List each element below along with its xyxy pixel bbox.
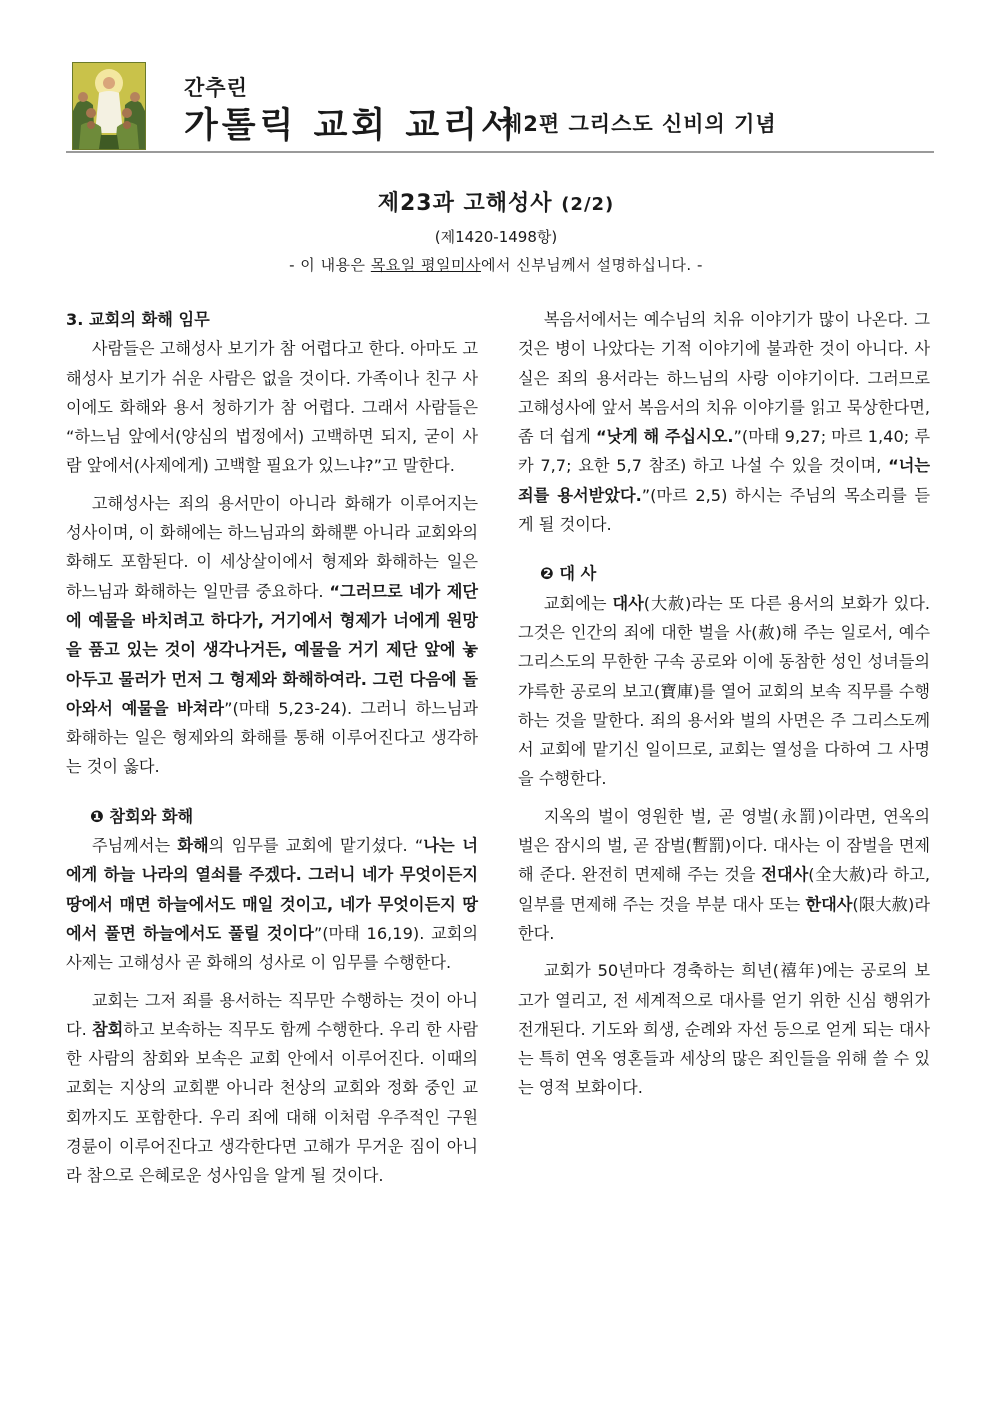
bold-quote: “낫게 해 주십시오. — [596, 427, 734, 447]
text-run: 주님께서는 — [91, 836, 178, 856]
header-kicker: 간추린 — [184, 76, 248, 100]
note-mass-link: 목요일 평일미사 — [370, 256, 482, 274]
subsection-heading-2: ❷ 대 사 — [540, 564, 597, 584]
text-run: (限大赦)라 한다. — [518, 894, 930, 943]
bold-term: 화해 — [177, 836, 209, 856]
lesson-title — [0, 186, 992, 217]
text-run: (全大赦)라 하고, 일부를 면제해 주는 것을 부분 대사 또는 — [518, 865, 930, 914]
bold-quote: “그러므로 네가 제단에 예물을 바치려고 하다가, 거기에서 형제가 너에게 원망을 품고 있는 것이 생각나거든, 예물을 거기 제단 앞에 놓아두고 물러가 먼저 그 형제와 화해하여라. 그런 다음에 돌아와서 예물을 바쳐라 — [66, 581, 478, 718]
paragraph: 교회가 50년마다 경축하는 희년(禧年)에는 공로의 보고가 열리고, 전 세계적으로 대사를 얻기 위한 신심 행위가 전개된다. 기도와 희생, 순례와 자선 등으로 얻게 되는 대사는 특히 연옥 영혼들과 세상의 많은 죄인들을 위해 쓸 수 있는 영적 보화이다. — [518, 961, 930, 1098]
text-run: 의 임무를 교회에 맡기셨다. “ — [208, 836, 424, 856]
text-run: 고해성사는 죄의 용서만이 아니라 화해가 이루어지는 성사이며, 이 화해에는 하느님과의 화해뿐 아니라 교회와의 화해도 포함된다. 이 세상살이에서 형제와 화해하는 일은 하느님과 화해하는 일만큼 중요하다. — [66, 493, 478, 601]
bold-term: 전대사 — [761, 865, 809, 885]
subsection-heading-1: ❶ 참회와 화해 — [90, 806, 194, 826]
bold-term: 대사 — [612, 593, 644, 613]
lesson-title-main: 제23과 고해성사 — [377, 191, 553, 216]
text-run: 교회에는 — [543, 593, 613, 613]
paragraph — [518, 589, 930, 794]
paragraph — [518, 305, 930, 539]
text-run: ”(마태 5,23-24). 그러니 하느님과 화해하는 일은 형제와의 화해를 통해 이루어진다고 생각하는 것이 옳다. — [66, 698, 478, 777]
paragraph — [66, 489, 478, 782]
bold-quote: “너는 죄를 용서받았다. — [518, 456, 930, 505]
text-run: 지옥의 벌이 영원한 벌, 곧 영벌(永罰)이라면, 연옥의 벌은 잠시의 벌, 곧 잠벌(暫罰)이다. 대사는 이 잠벌을 면제해 준다. 완전히 면제해 주는 것을 — [518, 806, 930, 885]
bold-term: 한대사 — [805, 894, 853, 914]
header-divider — [66, 151, 934, 153]
bold-quote: 나는 너에게 하늘 나라의 열쇠를 주겠다. 그러니 네가 무엇이든지 땅에서 매면 하늘에서도 매일 것이고, 네가 무엇이든지 땅에서 풀면 하늘에서도 풀릴 것이다 — [66, 836, 478, 943]
paragraph — [66, 986, 478, 1191]
paragraph — [66, 831, 478, 977]
text-run: 하고 보속하는 직무도 함께 수행한다. 우리 한 사람 한 사람의 참회와 보속은 교회 안에서 이루어진다. 이때의 교회는 지상의 교회뿐 아니라 천상의 교회와 정화 중인 교회까지도 포함한다. 우리 죄에 대해 이처럼 우주적인 구원 경륜이 이루어진다고 생각한다면 고해가 무거운 짐이 아니라 참으로 은혜로운 성사임을 알게 될 것이다. — [66, 1019, 478, 1186]
header-title: 가톨릭 교회 교리서 — [184, 106, 519, 146]
header-part: 제2편 그리스도 신비의 기념 — [502, 112, 777, 136]
note-text-post: 에서 신부님께서 설명하십니다. - — [481, 256, 703, 274]
note-text-pre: - 이 내용은 — [289, 256, 371, 274]
text-run: ”(마태 16,19). 교회의 사제는 고해성사 곧 화해의 성사로 이 임무를 수행한다. — [66, 923, 478, 973]
lesson-title-suffix: (2/2) — [561, 194, 615, 215]
text-run: (大赦)라는 또 다른 용서의 보화가 있다. 그것은 인간의 죄에 대한 벌을 사(赦)해 주는 일로서, 예수 그리스도의 무한한 구속 공로와 이에 동참한 성인 성녀들의 갸륵한 공로의 보고(寶庫)를 열어 교회의 보속 직무를 수행하는 것을 말한다. 죄의 용서와 벌의 사면은 주 그리스도께서 교회에 맡기신 일이므로, 교회는 열성을 다하여 그 사명을 수행한다. — [518, 593, 930, 789]
text-run: ”(마태 9,27; 마르 1,40; 루카 7,7; 요한 5,7 참조) 하고 나설 수 있을 것이며, — [518, 427, 930, 476]
page-header — [72, 62, 934, 154]
left-column — [66, 305, 478, 1191]
bold-term: 참회 — [92, 1019, 124, 1039]
section-heading-3: 3. 교회의 화해 임무 — [66, 310, 210, 329]
jesus-apostles-illustration — [73, 63, 145, 149]
text-run: 복음서에서는 예수님의 치유 이야기가 많이 나온다. 그것은 병이 나았다는 기적 이야기에 불과한 것이 아니다. 사실은 죄의 용서라는 하느님의 사랑 이야기이다. 그러므로 고해성사에 앞서 복음서의 치유 이야기를 읽고 묵상한다면, 좀 더 쉽게 — [518, 310, 930, 447]
lesson-range: (제1420-1498항) — [434, 228, 558, 246]
logo-image — [72, 62, 146, 150]
right-column — [518, 305, 930, 1103]
paragraph: 사람들은 고해성사 보기가 참 어렵다고 한다. 아마도 고해성사 보기가 쉬운 사람은 없을 것이다. 가족이나 친구 사이에도 화해와 용서 청하기가 참 어렵다. 그래서 사람들은 “하느님 앞에서(양심의 법정에서) 고백하면 되지, 굳이 사람 앞에서(사제에게) 고백할 필요가 있느냐?”고 말한다. — [66, 339, 478, 476]
text-run: 교회는 그저 죄를 용서하는 직무만 수행하는 것이 아니다. — [66, 990, 478, 1039]
text-run: ”(마르 2,5) 하시는 주님의 목소리를 듣게 될 것이다. — [518, 485, 930, 535]
paragraph — [518, 802, 930, 948]
lesson-note — [0, 254, 992, 275]
